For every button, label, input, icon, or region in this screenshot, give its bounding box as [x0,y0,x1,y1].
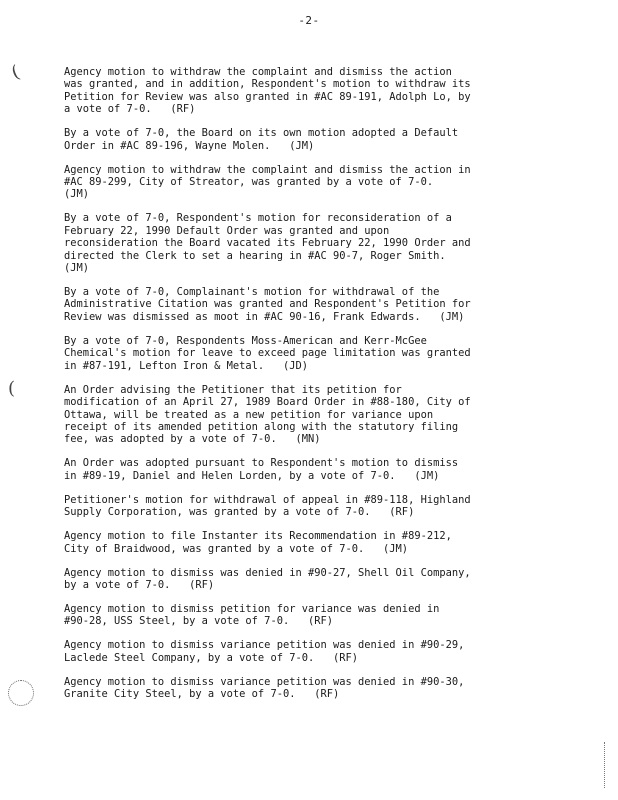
entry-line: #90-28, USS Steel, by a vote of 7-0. (RF) [64,615,333,628]
entry-line: #AC 89-299, City of Streator, was granted by a vote of 7-0. [64,176,434,189]
entry-line: fee, was adopted by a vote of 7-0. (MN) [64,433,321,446]
entry-line: February 22, 1990 Default Order was granted and upon [64,224,390,237]
entry-line: Agency motion to dismiss was denied in #90-27, Shell Oil Company, [64,566,471,579]
entry-line: Granite City Steel, by a vote of 7-0. (RF) [64,688,340,701]
entry-line: Chemical's motion for leave to exceed page limitation was granted [64,347,471,360]
page-number: -2- [298,14,320,27]
minutes-entry [64,384,544,446]
entry-line: By a vote of 7-0, Complainant's motion for withdrawal of the [64,286,440,299]
minutes-entry [64,603,544,628]
entry-line: Review was dismissed as moot in #AC 90-16, Frank Edwards. (JM) [64,310,465,323]
minutes-entry [64,676,544,701]
entry-line: by a vote of 7-0. (RF) [64,578,215,591]
minutes-entry [64,286,544,323]
minutes-entry [64,127,544,152]
edge-scan-marks [604,742,607,788]
entry-line: An Order advising the Petitioner that its petition for [64,383,402,396]
minutes-entries [64,66,544,712]
minutes-entry [64,639,544,664]
entry-line: By a vote of 7-0, Respondents Moss-American and Kerr-McGee [64,334,427,347]
entry-line: By a vote of 7-0, the Board on its own motion adopted a Default [64,127,459,140]
entry-line: in #87-191, Lefton Iron & Metal. (JD) [64,359,308,372]
entry-line: By a vote of 7-0, Respondent's motion for reconsideration of a [64,212,452,225]
entry-line: City of Braidwood, was granted by a vote of 7-0. (JM) [64,542,409,555]
entry-line: modification of an April 27, 1989 Board Order in #88-180, City of [64,396,471,409]
entry-line: Agency motion to dismiss petition for variance was denied in [64,602,440,615]
entry-line: Ottawa, will be treated as a new petition for variance upon [64,408,434,421]
margin-bracket-mark: ( [8,61,23,84]
entry-line: directed the Clerk to set a hearing in #AC 90-7, Roger Smith. [64,249,446,262]
entry-line: Agency motion to withdraw the complaint and dismiss the action in [64,163,471,176]
minutes-entry [64,494,544,519]
entry-line: Supply Corporation, was granted by a vote of 7-0. (RF) [64,506,415,519]
entry-line: Agency motion to dismiss variance petition was denied in #90-29, [64,639,465,652]
minutes-entry [64,335,544,372]
entry-line: Agency motion to withdraw the complaint and dismiss the action [64,66,452,78]
entry-line: a vote of 7-0. (RF) [64,103,196,116]
entry-line: (JM) [64,262,90,275]
minutes-entry [64,530,544,555]
minutes-entry [64,66,544,116]
entry-line: Agency motion to dismiss variance petition was denied in #90-30, [64,675,465,688]
entry-line: Laclede Steel Company, by a vote of 7-0. (RF) [64,651,359,664]
minutes-entry [64,457,544,482]
punch-hole-mark [8,680,34,706]
entry-line: (JM) [64,188,90,201]
entry-line: was granted, and in addition, Respondent's motion to withdraw its [64,78,471,91]
entry-line: Agency motion to file Instanter its Recommendation in #89-212, [64,530,452,543]
entry-line: Petition for Review was also granted in #AC 89-191, Adolph Lo, by [64,90,471,103]
minutes-entry [64,567,544,592]
entry-line: receipt of its amended petition along with the statutory filing [64,420,459,433]
minutes-entry [64,164,544,201]
entry-line: Administrative Citation was granted and Respondent's Petition for [64,298,471,311]
entry-line: An Order was adopted pursuant to Respondent's motion to dismiss [64,457,459,470]
entry-line: reconsideration the Board vacated its February 22, 1990 Order and [64,237,471,250]
entry-line: Order in #AC 89-196, Wayne Molen. (JM) [64,139,315,152]
margin-bracket-mark: ( [8,378,16,399]
entry-line: in #89-19, Daniel and Helen Lorden, by a vote of 7-0. (JM) [64,469,440,482]
entry-line: Petitioner's motion for withdrawal of appeal in #89-118, Highland [64,493,471,506]
minutes-entry [64,212,544,274]
